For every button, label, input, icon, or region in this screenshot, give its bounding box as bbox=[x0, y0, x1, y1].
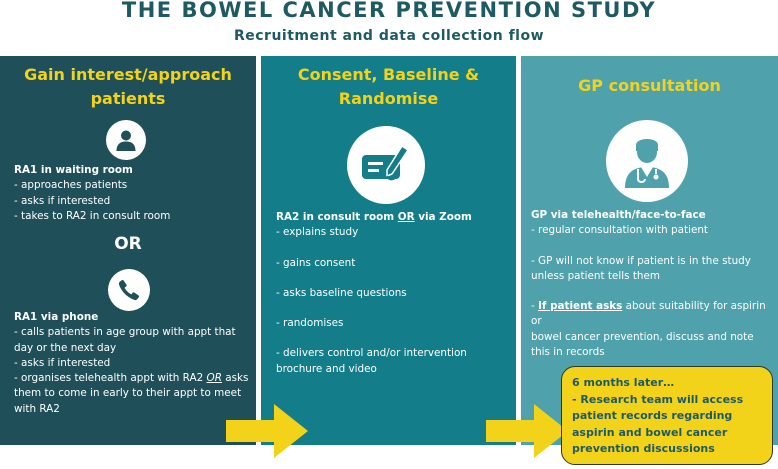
list-item: them to come in early to their appt to meet bbox=[14, 387, 242, 400]
list-item: - calls patients in age group with appt that bbox=[14, 326, 236, 339]
or-emphasis: OR bbox=[397, 211, 415, 223]
doctor-icon bbox=[606, 120, 688, 202]
text-part: RA2 in consult room bbox=[276, 211, 398, 223]
list-item: - asks if interested bbox=[14, 194, 111, 207]
list-item: - regular consultation with patient bbox=[531, 224, 709, 237]
panel-recruit bbox=[0, 56, 256, 445]
note-line: prevention discussions bbox=[572, 442, 715, 455]
note-line: - Research team will access bbox=[572, 392, 744, 406]
heading-line: patients bbox=[90, 89, 166, 108]
signed-form-icon bbox=[347, 126, 425, 204]
six-months-note bbox=[561, 366, 773, 465]
panel-gp-heading: GP consultation bbox=[578, 76, 721, 95]
list-item: with RA2 bbox=[14, 402, 60, 415]
text-part: via Zoom bbox=[414, 211, 472, 223]
list-item: - delivers control and/or intervention bbox=[276, 347, 467, 360]
list-item: - takes to RA2 in consult room bbox=[14, 209, 171, 222]
note-line: 6 months later… bbox=[572, 376, 675, 389]
phone-block bbox=[14, 310, 252, 417]
gp-block bbox=[531, 208, 775, 360]
list-item bbox=[14, 371, 252, 386]
note-line: patient records regarding bbox=[572, 409, 733, 422]
list-item: - asks if interested bbox=[14, 356, 111, 369]
phone-icon bbox=[108, 269, 150, 311]
heading-line: Gain interest/approach bbox=[24, 65, 232, 84]
list-item: - GP will not know if patient is in the study bbox=[531, 254, 751, 267]
or-label: OR bbox=[114, 234, 142, 254]
page-subtitle: Recruitment and data collection flow bbox=[233, 28, 545, 44]
list-item: - explains study bbox=[276, 226, 359, 239]
list-item: unless patient tells them bbox=[531, 269, 660, 282]
block-title: RA1 via phone bbox=[14, 311, 99, 323]
list-item: day or the next day bbox=[14, 341, 117, 354]
panel-consent-heading bbox=[261, 63, 516, 111]
list-item: bowel cancer prevention, discuss and note bbox=[531, 330, 754, 343]
text-part: about suitability for aspirin or bbox=[531, 300, 766, 328]
panel-consent bbox=[261, 56, 516, 445]
person-icon bbox=[106, 120, 146, 160]
consent-block bbox=[276, 210, 512, 377]
list-item: brochure and video bbox=[276, 362, 377, 375]
list-item: - approaches patients bbox=[14, 179, 128, 192]
list-item: this in records bbox=[531, 346, 605, 359]
if-patient-asks-emphasis: If patient asks bbox=[538, 300, 623, 313]
panel-recruit-heading bbox=[0, 63, 256, 111]
text-part: asks bbox=[221, 372, 249, 385]
flow-arrow-1 bbox=[226, 404, 310, 458]
list-item: - asks baseline questions bbox=[276, 286, 407, 299]
flow-arrow-2 bbox=[486, 404, 570, 458]
block-title: GP via telehealth/face-to-face bbox=[531, 209, 706, 221]
text-part: - organises telehealth appt with RA2 bbox=[14, 372, 207, 385]
list-item: - gains consent bbox=[276, 256, 356, 269]
note-line: aspirin and bowel cancer bbox=[572, 425, 728, 439]
heading-line: Randomise bbox=[338, 89, 439, 108]
waiting-room-block bbox=[14, 163, 250, 224]
block-title: RA1 in waiting room bbox=[14, 164, 133, 176]
list-item bbox=[531, 299, 775, 330]
block-title bbox=[276, 210, 512, 225]
text-part: - bbox=[531, 300, 539, 313]
page-title: THE BOWEL CANCER PREVENTION STUDY bbox=[121, 0, 657, 22]
list-item: - randomises bbox=[276, 317, 344, 330]
or-emphasis: OR bbox=[206, 372, 222, 385]
heading-line: Consent, Baseline & bbox=[297, 65, 480, 84]
